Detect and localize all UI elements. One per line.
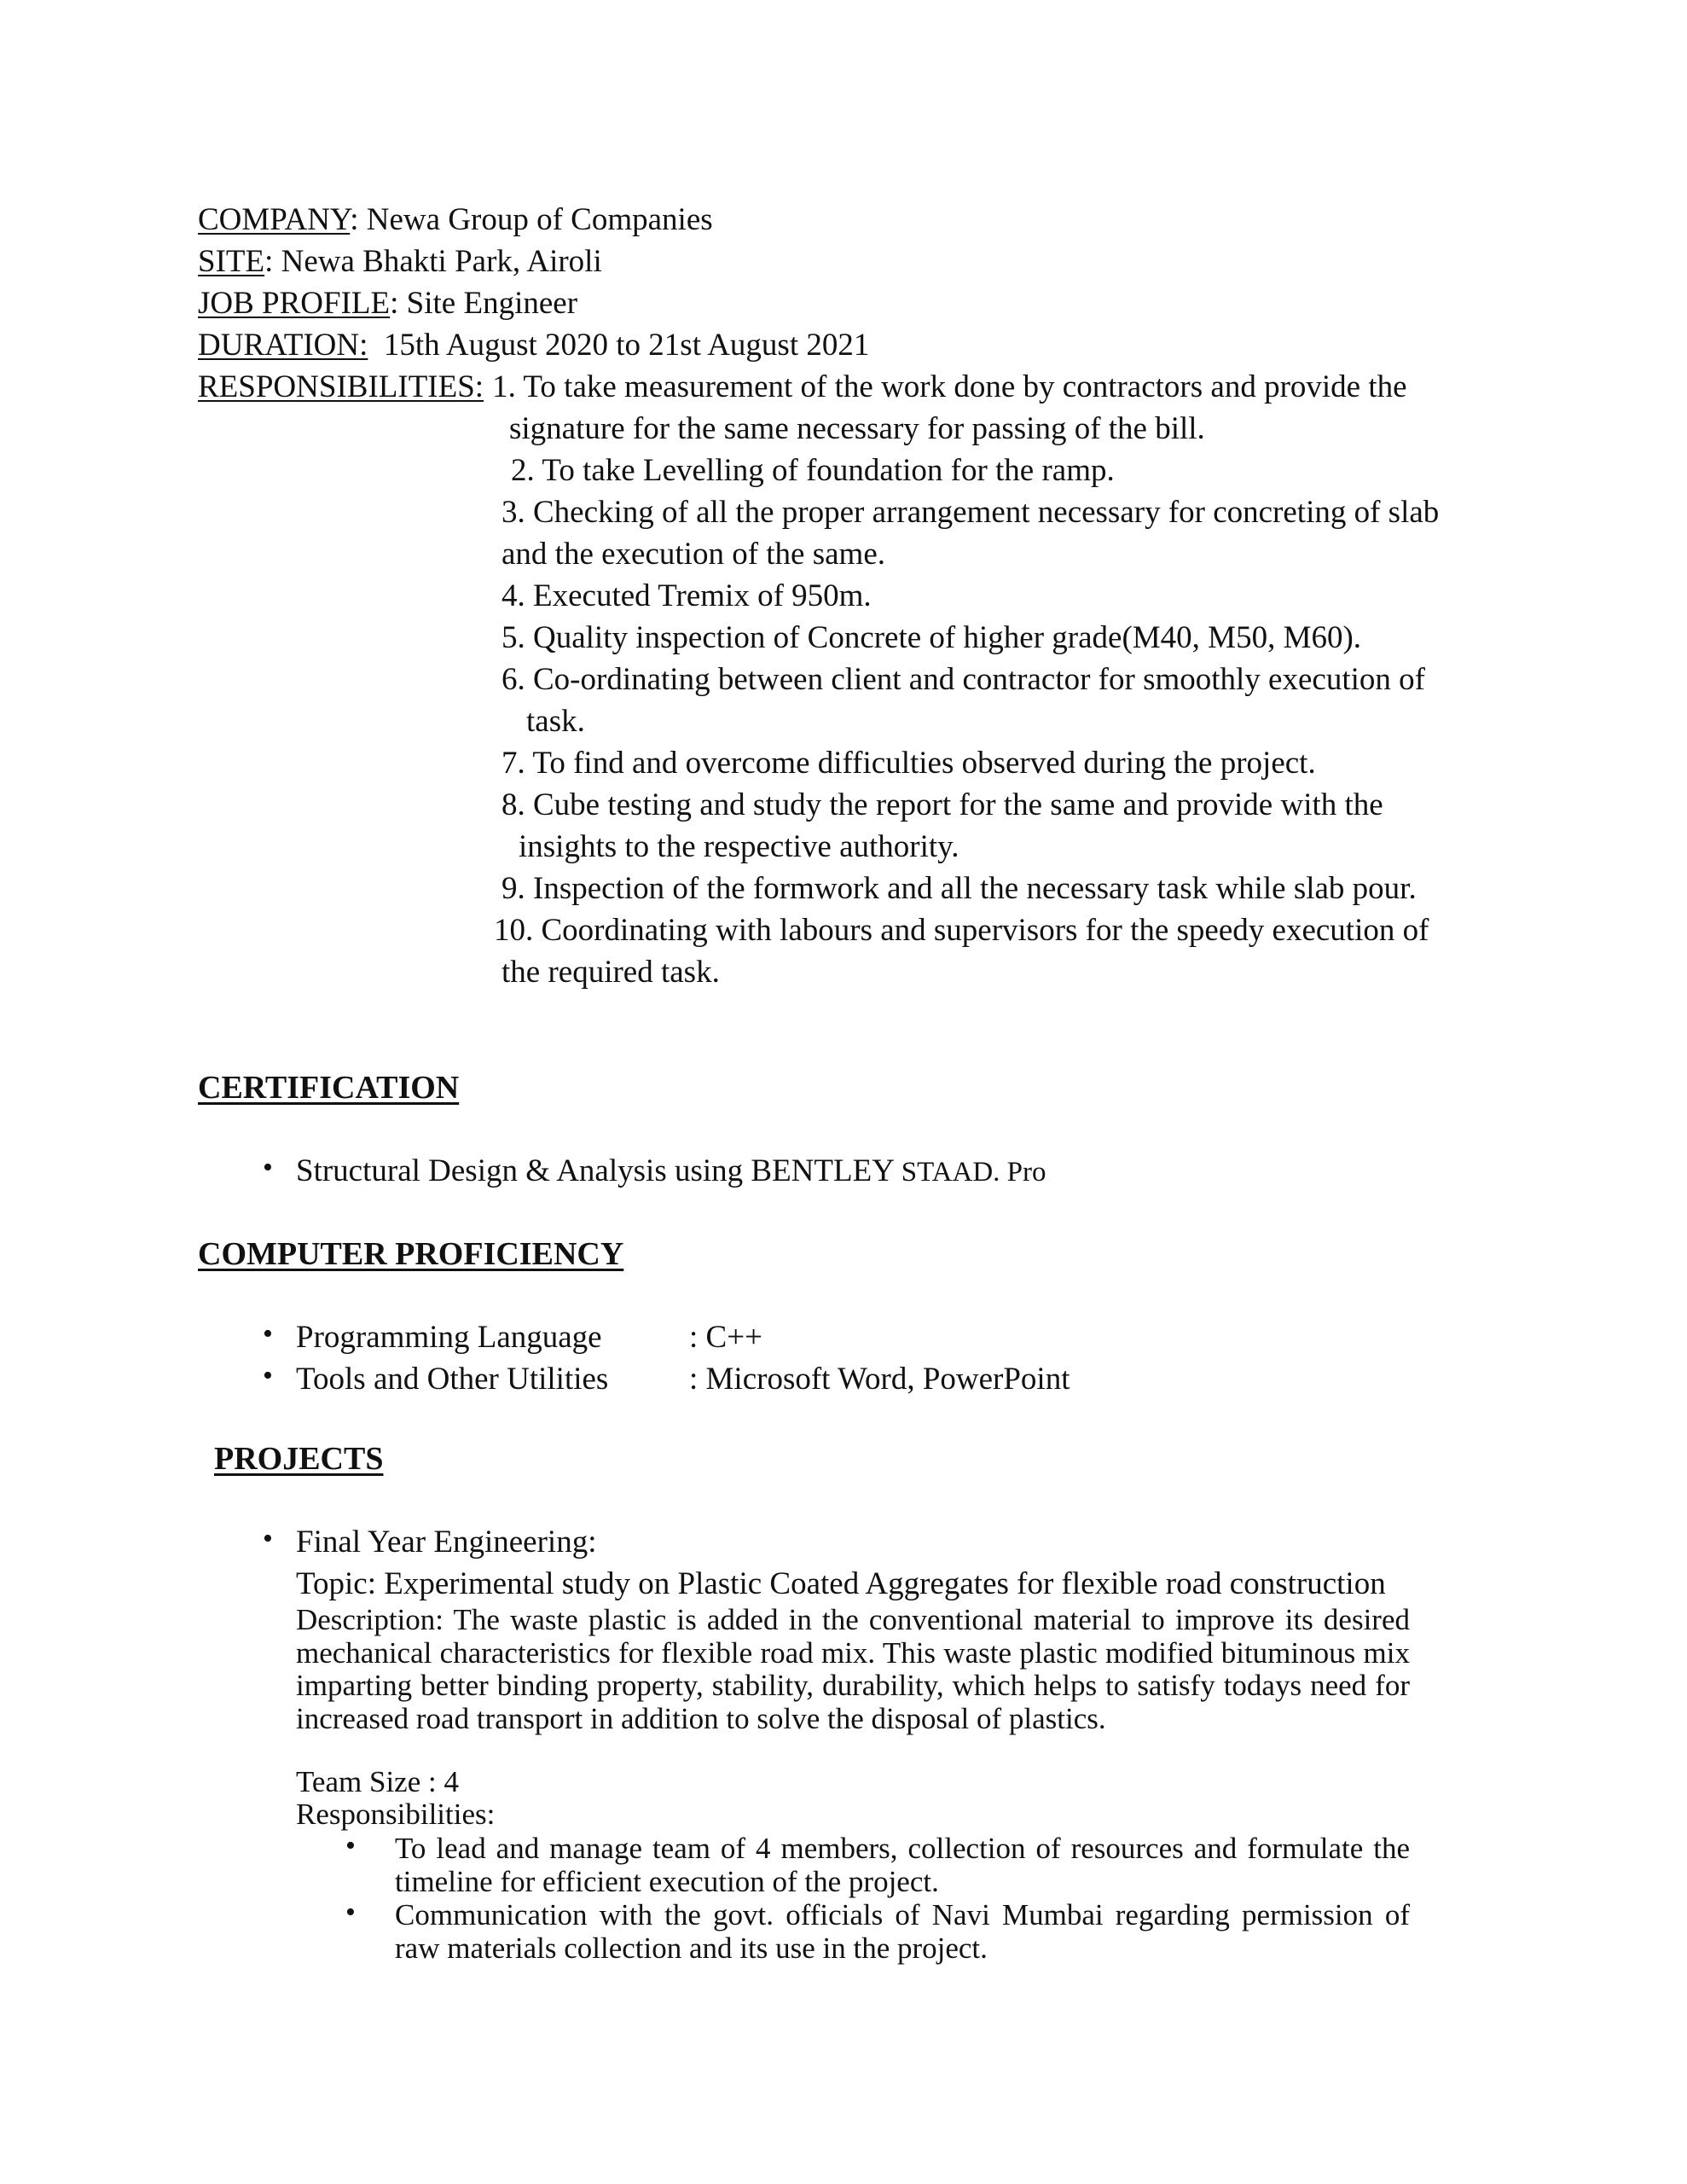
duration-line bbox=[198, 325, 869, 366]
responsibility-10: 10. Coordinating with labours and supervisors for the speedy execution of bbox=[494, 913, 1429, 948]
job-profile-value: : Site Engineer bbox=[390, 286, 578, 321]
site-label: SITE bbox=[198, 244, 265, 279]
bullet-icon: • bbox=[345, 1896, 356, 1928]
company-line bbox=[198, 200, 713, 241]
company-value: : Newa Group of Companies bbox=[350, 202, 713, 237]
programming-language-value: : C++ bbox=[689, 1320, 762, 1355]
responsibility-2: 2. To take Levelling of foundation for the ramp. bbox=[511, 453, 1115, 488]
bullet-icon: • bbox=[263, 1360, 273, 1391]
job-profile-line bbox=[198, 283, 577, 324]
project-description: Description: The waste plastic is added in the conventional material to improve its desired mechanical characteristics for flexible road mix. This waste plastic modified bituminous mix imparting better binding property, stability, durability, which helps to satisfy todays need for increased road transport in addition to solve the disposal of plastics. bbox=[296, 1603, 1410, 1735]
project-title: Final Year Engineering: bbox=[296, 1525, 597, 1560]
responsibility-6: 6. Co-ordinating between client and contractor for smoothly execution of bbox=[501, 662, 1425, 697]
bullet-icon: • bbox=[263, 1152, 273, 1183]
bullet-icon: • bbox=[345, 1830, 356, 1862]
computer-proficiency-heading: COMPUTER PROFICIENCY bbox=[198, 1236, 624, 1272]
programming-language-label: Programming Language bbox=[296, 1320, 602, 1355]
responsibility-7: 7. To find and overcome difficulties observed during the project. bbox=[501, 746, 1316, 781]
responsibility-8-cont: insights to the respective authority. bbox=[519, 829, 959, 864]
responsibility-8: 8. Cube testing and study the report for the same and provide with the bbox=[501, 787, 1383, 822]
project-responsibility-1: To lead and manage team of 4 members, collection of resources and formulate the timeline for efficient execution of the project. bbox=[395, 1832, 1410, 1898]
project-topic: Topic: Experimental study on Plastic Coated Aggregates for flexible road construction bbox=[296, 1566, 1386, 1601]
bullet-icon: • bbox=[263, 1523, 273, 1554]
job-profile-label: JOB PROFILE bbox=[198, 286, 391, 321]
responsibilities-label: RESPONSIBILITIES: bbox=[198, 369, 484, 404]
certification-item-software: STAAD. Pro bbox=[901, 1157, 1046, 1188]
responsibility-6-cont: task. bbox=[526, 704, 585, 739]
certification-item bbox=[296, 1151, 1046, 1193]
projects-heading: PROJECTS bbox=[214, 1441, 384, 1477]
site-line bbox=[198, 241, 602, 282]
responsibility-10-cont: the required task. bbox=[501, 955, 720, 990]
responsibility-5: 5. Quality inspection of Concrete of higher grade(M40, M50, M60). bbox=[501, 620, 1362, 655]
site-value: : Newa Bhakti Park, Airoli bbox=[264, 244, 602, 279]
project-responsibility-2: Communication with the govt. officials of Navi Mumbai regarding permission of raw materials collection and its use in the project. bbox=[395, 1898, 1410, 1965]
tools-value: : Microsoft Word, PowerPoint bbox=[689, 1362, 1070, 1397]
responsibility-1: 1. To take measurement of the work done by contractors and provide the bbox=[492, 369, 1407, 404]
responsibilities-line bbox=[198, 367, 1407, 408]
certification-heading: CERTIFICATION bbox=[198, 1070, 460, 1106]
certification-item-main: Structural Design & Analysis using BENTLEY bbox=[296, 1153, 901, 1188]
responsibility-9: 9. Inspection of the formwork and all the necessary task while slab pour. bbox=[501, 871, 1417, 906]
company-label: COMPANY bbox=[198, 202, 351, 237]
responsibility-3-cont: and the execution of the same. bbox=[501, 537, 885, 572]
bullet-icon: • bbox=[263, 1318, 273, 1350]
responsibility-1-cont: signature for the same necessary for passing of the bill. bbox=[509, 411, 1205, 446]
project-responsibilities-label: Responsibilities: bbox=[296, 1798, 496, 1831]
team-size: Team Size : 4 bbox=[296, 1765, 459, 1798]
responsibility-3: 3. Checking of all the proper arrangement necessary for concreting of slab bbox=[501, 495, 1440, 530]
tools-label: Tools and Other Utilities bbox=[296, 1362, 609, 1397]
responsibility-4: 4. Executed Tremix of 950m. bbox=[501, 578, 872, 613]
duration-label: DURATION: bbox=[198, 328, 368, 363]
duration-value: 15th August 2020 to 21st August 2021 bbox=[383, 328, 870, 363]
